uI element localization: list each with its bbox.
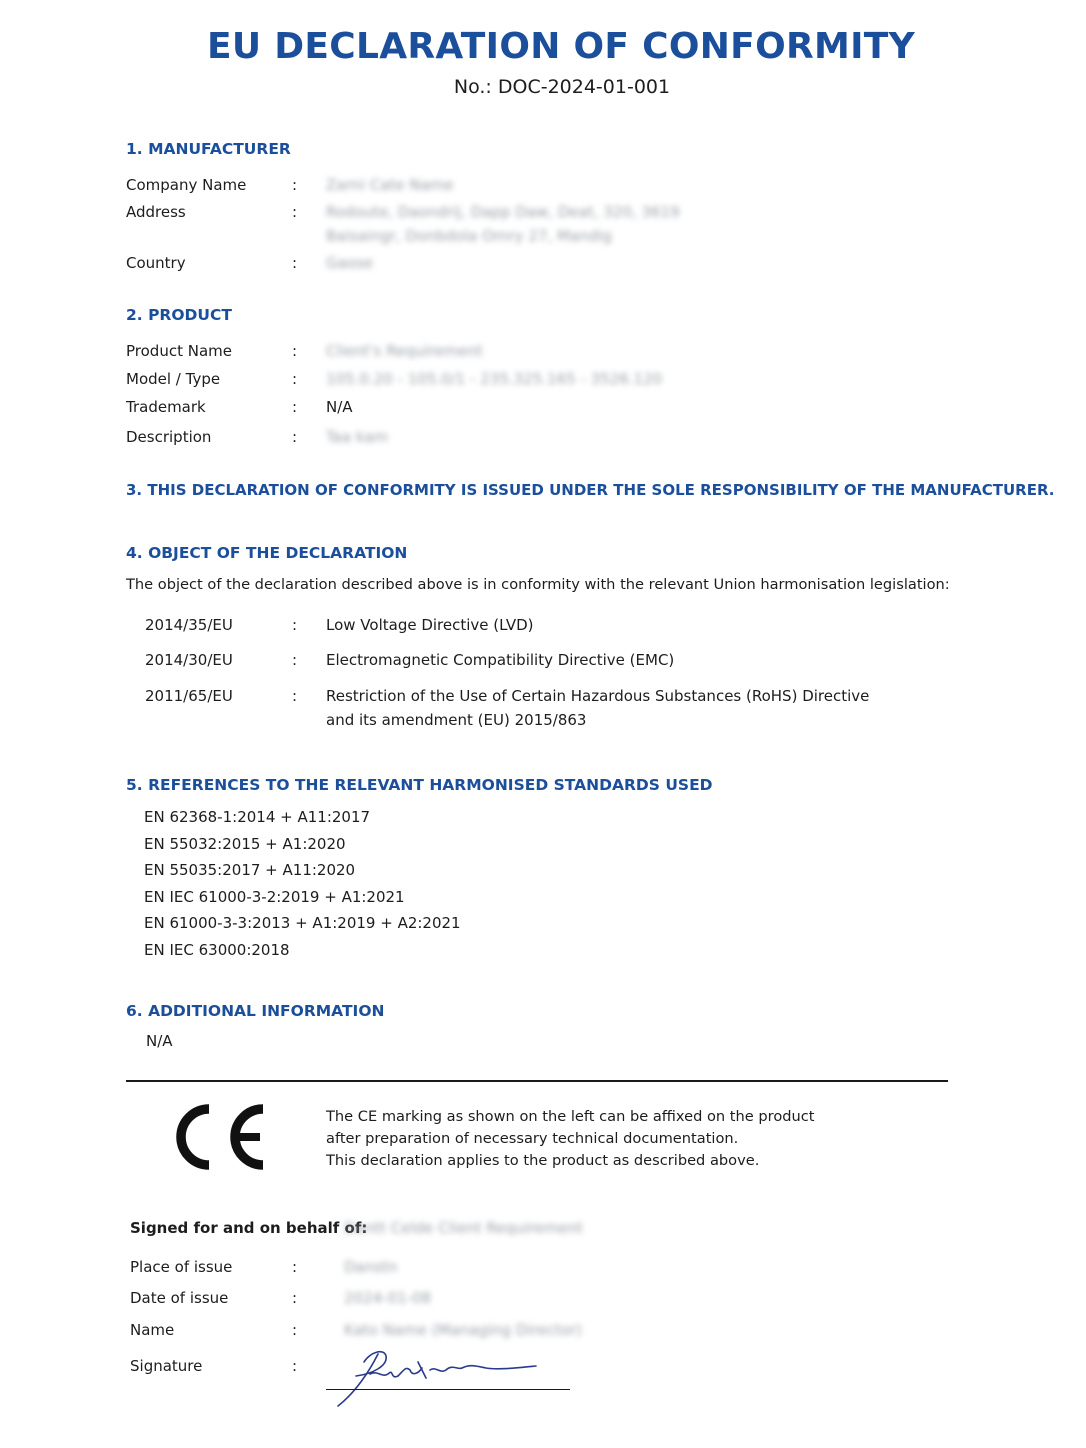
additional-value: N/A: [146, 1032, 173, 1050]
standard-item: EN IEC 61000-3-2:2019 + A1:2021: [144, 888, 405, 906]
document-number: No.: DOC-2024-01-001: [453, 76, 671, 98]
address-label: Address: [126, 203, 186, 221]
colon: :: [292, 1289, 298, 1307]
standard-item: EN 55032:2015 + A1:2020: [144, 835, 346, 853]
colon: :: [292, 428, 298, 446]
directive-name: Low Voltage Directive (LVD): [326, 616, 534, 634]
country-label: Country: [126, 254, 186, 272]
handwritten-signature: [326, 1340, 546, 1412]
company-name-value: Zarni Cate Name: [326, 176, 454, 194]
date-of-issue-value: 2024-01-08: [344, 1289, 432, 1307]
manufacturer-heading: 1. MANUFACTURER: [126, 140, 291, 158]
ce-note-line-3: This declaration applies to the product as described above.: [326, 1152, 760, 1169]
standard-item: EN 55035:2017 + A11:2020: [144, 861, 356, 879]
place-of-issue-label: Place of issue: [130, 1258, 233, 1276]
description-label: Description: [126, 428, 212, 446]
additional-heading: 6. ADDITIONAL INFORMATION: [126, 1002, 385, 1020]
directive-code: 2014/30/EU: [145, 651, 233, 669]
product-name-value: Client's Requirement: [326, 342, 483, 360]
trademark-value: N/A: [326, 398, 353, 416]
colon: :: [292, 651, 298, 669]
signature-label: Signature: [130, 1357, 203, 1375]
address-line-1: Rodoute, Daondrij, Dapp Daw, Deat, 320, 3619: [326, 203, 680, 221]
standard-item: EN IEC 63000:2018: [144, 941, 290, 959]
standards-heading: 5. REFERENCES TO THE RELEVANT HARMONISED STANDARDS USED: [126, 776, 713, 794]
signature-line: [326, 1389, 570, 1390]
colon: :: [292, 1357, 298, 1375]
ce-note-line-1: The CE marking as shown on the left can be affixed on the product: [326, 1108, 815, 1125]
directive-name: Restriction of the Use of Certain Hazardous Substances (RoHS) Directive: [326, 687, 870, 705]
trademark-label: Trademark: [126, 398, 206, 416]
directive-name: Electromagnetic Compatibility Directive (EMC): [326, 651, 675, 669]
signed-for-label: Signed for and on behalf of:: [130, 1219, 368, 1237]
colon: :: [292, 203, 298, 221]
directive-name-continued: and its amendment (EU) 2015/863: [326, 711, 587, 729]
colon: :: [292, 1321, 298, 1339]
model-type-label: Model / Type: [126, 370, 221, 388]
date-of-issue-label: Date of issue: [130, 1289, 229, 1307]
object-intro: The object of the declaration described above is in conformity with the relevant Union harmonisation legislation:: [126, 576, 950, 593]
document-title: EU DECLARATION OF CONFORMITY: [206, 26, 916, 67]
directive-code: 2011/65/EU: [145, 687, 233, 705]
standard-item: EN 62368-1:2014 + A11:2017: [144, 808, 371, 826]
ce-note-line-2: after preparation of necessary technical documentation.: [326, 1130, 739, 1147]
country-value: Gaose: [326, 254, 374, 272]
product-name-label: Product Name: [126, 342, 232, 360]
product-heading: 2. PRODUCT: [126, 306, 232, 324]
company-name-label: Company Name: [126, 176, 247, 194]
place-of-issue-value: Danstn: [344, 1258, 398, 1276]
section-divider: [126, 1080, 948, 1082]
responsibility-heading: 3. THIS DECLARATION OF CONFORMITY IS ISSUED UNDER THE SOLE RESPONSIBILITY OF THE MANUFACTURER.: [126, 481, 1055, 499]
colon: :: [292, 1258, 298, 1276]
name-label: Name: [130, 1321, 175, 1339]
name-value: Kato Name (Managing Director): [344, 1321, 582, 1339]
colon: :: [292, 176, 298, 194]
colon: :: [292, 342, 298, 360]
colon: :: [292, 254, 298, 272]
colon: :: [292, 398, 298, 416]
colon: :: [292, 370, 298, 388]
directive-code: 2014/35/EU: [145, 616, 233, 634]
model-type-value: 105.0.20 - 105.0/1 - 235.325.165 - 3526.120: [326, 370, 663, 388]
object-heading: 4. OBJECT OF THE DECLARATION: [126, 544, 408, 562]
colon: :: [292, 687, 298, 705]
description-value: Taa kam: [326, 428, 389, 446]
standard-item: EN 61000-3-3:2013 + A1:2019 + A2:2021: [144, 914, 461, 932]
address-line-2: Baisaingr, Donbdola Omry 27, Mandig: [326, 227, 612, 245]
ce-mark-logo: [166, 1100, 268, 1174]
signed-for-value: Dantt Celde Client Requirement: [344, 1219, 583, 1237]
colon: :: [292, 616, 298, 634]
